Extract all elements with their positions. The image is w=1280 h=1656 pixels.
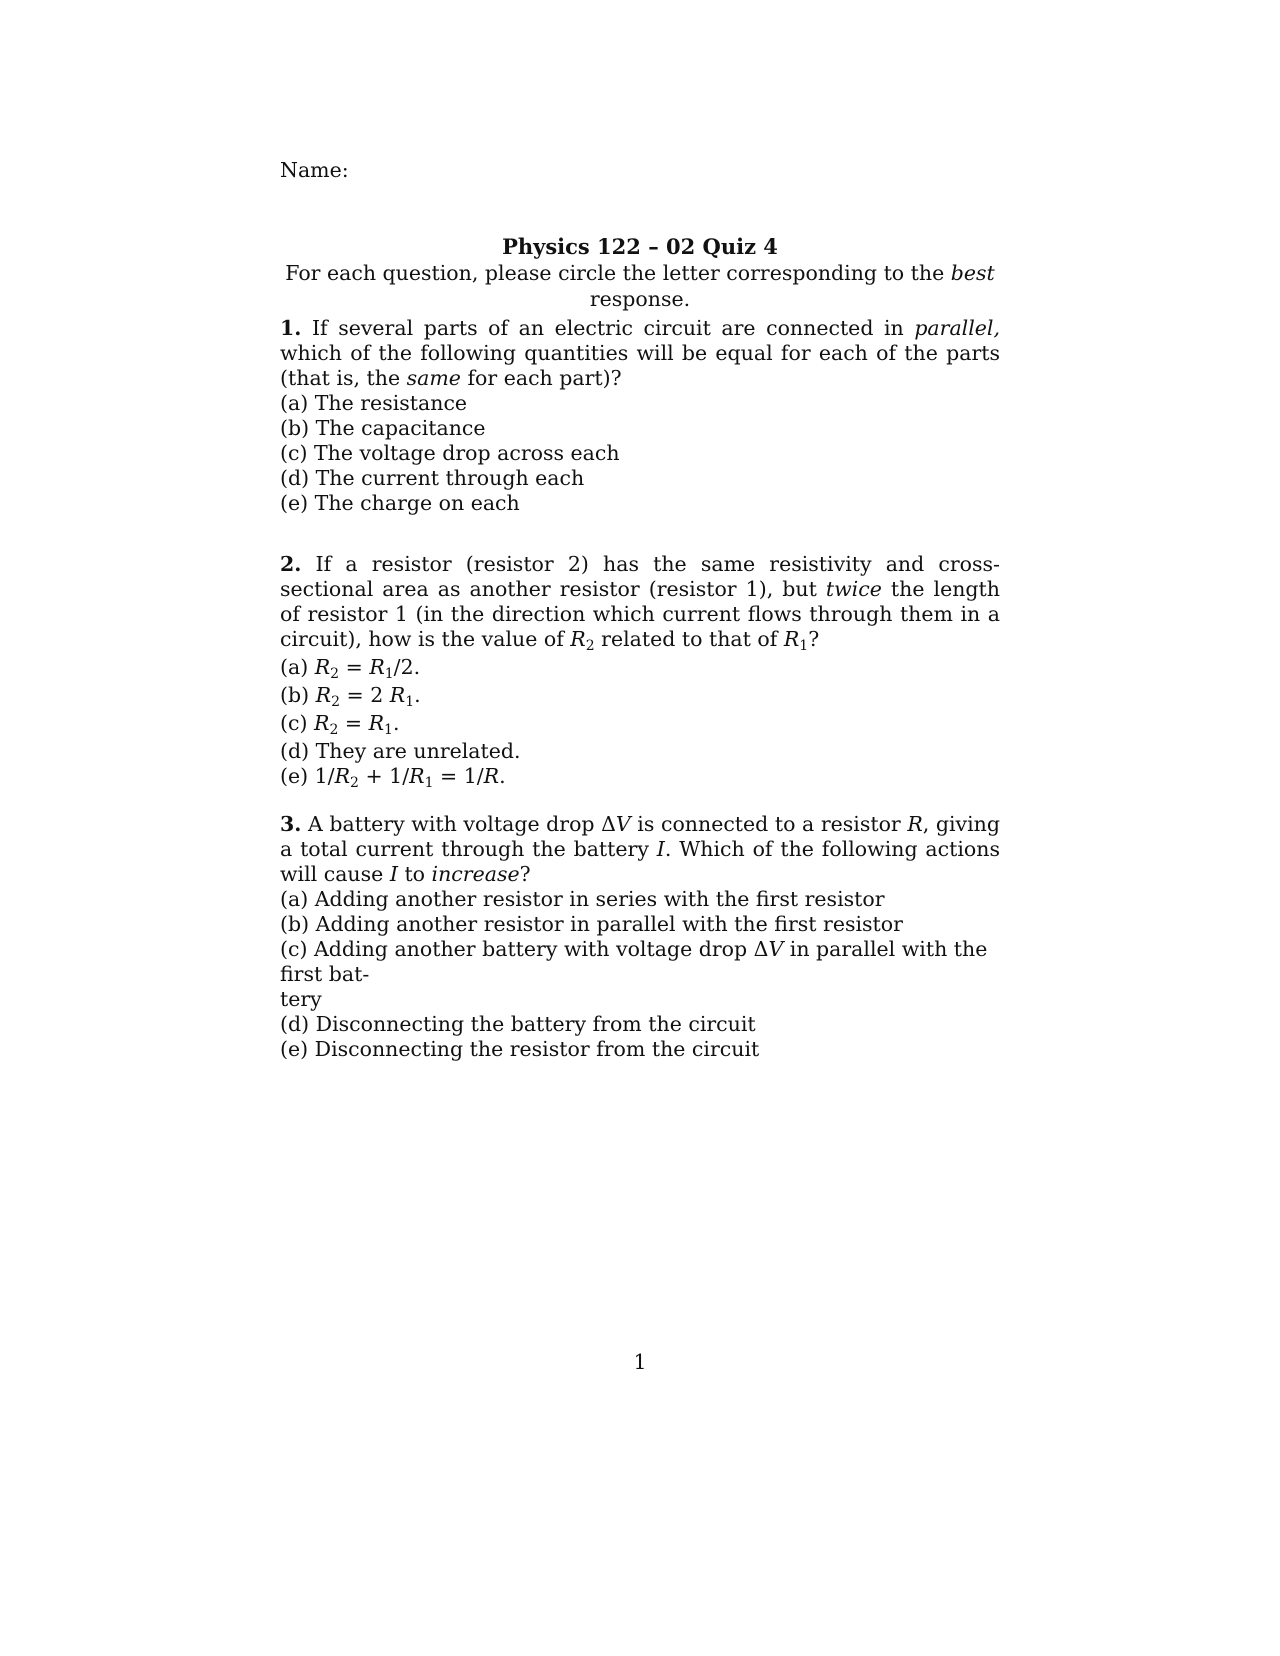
question-3-text-6: ? xyxy=(519,862,531,886)
math-r: R xyxy=(570,627,586,651)
question-1-option-e[interactable]: (e) The charge on each xyxy=(280,491,520,515)
name-label: Name: xyxy=(280,158,349,182)
question-1-text-1: If several parts of an electric circuit are connected in xyxy=(301,316,915,340)
question-1-emphasis-1: parallel, xyxy=(914,316,1000,340)
math-r: R xyxy=(907,812,923,836)
question-3-text-2: is connected to a resistor xyxy=(630,812,908,836)
math-v: V xyxy=(615,812,631,836)
math-operator: + 1/ xyxy=(358,764,410,788)
math-r: R xyxy=(483,764,500,788)
math-r: R xyxy=(314,711,330,735)
math-r: R xyxy=(409,764,425,788)
title-block xyxy=(280,234,1000,312)
question-1-option-a[interactable]: (a) The resistance xyxy=(280,391,468,415)
page-title: Physics 122 – 02 Quiz 4 xyxy=(502,234,778,259)
option-text: (c) Adding another battery with voltage drop Δ xyxy=(280,937,769,961)
option-label: (e) 1/ xyxy=(280,764,335,788)
math-v: V xyxy=(768,937,784,961)
question-1-text-3: for each part)? xyxy=(460,366,622,390)
question-1 xyxy=(280,316,1000,516)
math-operator: = xyxy=(338,711,369,735)
math-subscript: 1 xyxy=(424,775,434,791)
question-2-text-1: If a resistor (resistor 2) has the same resistivity and cross-sectional area as another resistor (resistor 1), but xyxy=(280,552,1000,601)
option-label: (a) xyxy=(280,655,315,679)
math-subscript: 2 xyxy=(330,666,340,682)
math-operator: = 1/ xyxy=(433,764,484,788)
math-subscript: 1 xyxy=(384,666,394,682)
instructions-text-1: For each question, please circle the letter corresponding to the xyxy=(285,261,951,285)
question-2-emphasis: twice xyxy=(825,577,882,601)
option-text: tery xyxy=(280,987,322,1011)
question-2 xyxy=(280,552,1000,792)
question-3-stem xyxy=(280,812,1000,887)
question-3-emphasis: increase xyxy=(431,862,520,886)
math-subscript: 1 xyxy=(384,722,393,738)
option-text: in parallel with the first bat- xyxy=(280,937,988,986)
math-operator: . xyxy=(414,683,421,707)
question-2-option-b[interactable] xyxy=(280,683,1000,711)
math-subscript: 2 xyxy=(585,638,595,654)
math-i: I xyxy=(656,837,665,861)
math-subscript: 1 xyxy=(405,694,415,710)
math-r: R xyxy=(389,683,406,707)
question-2-option-d[interactable]: (d) They are unrelated. xyxy=(280,739,521,763)
math-operator: = 2 xyxy=(340,683,390,707)
math-r: R xyxy=(314,655,331,679)
question-3-option-a[interactable]: (a) Adding another resistor in series with the first resistor xyxy=(280,887,885,911)
math-r: R xyxy=(315,683,332,707)
math-r: R xyxy=(783,627,800,651)
math-subscript: 1 xyxy=(799,638,809,654)
question-3-text-5: to xyxy=(397,862,432,886)
question-3-text-4: . Which of the following actions will cause xyxy=(280,837,1000,886)
question-2-text-2: the length of resistor 1 (in the direction which current flows through them in a circuit), how is the value of xyxy=(280,577,1000,651)
question-2-stem xyxy=(280,552,1000,655)
option-label: (b) xyxy=(280,683,316,707)
page-number: 1 xyxy=(633,1350,647,1374)
question-2-text-3: related to that of xyxy=(594,627,784,651)
question-2-option-c[interactable] xyxy=(280,711,1000,739)
question-2-option-e[interactable] xyxy=(280,764,1000,792)
math-r: R xyxy=(368,711,385,735)
option-label: (c) xyxy=(280,711,314,735)
math-operator: . xyxy=(392,711,400,735)
question-3-option-c[interactable] xyxy=(280,937,1000,1012)
instructions-text-2: response. xyxy=(589,287,691,311)
question-3-option-e[interactable]: (e) Disconnecting the resistor from the circuit xyxy=(280,1037,760,1061)
math-operator: = xyxy=(339,655,370,679)
math-r: R xyxy=(334,764,351,788)
question-1-text-2: which of the following quantities will be equal for each of the parts (that is, the xyxy=(280,341,1000,390)
math-subscript: 2 xyxy=(329,722,339,738)
instructions-emphasis: best xyxy=(950,261,995,285)
question-2-number: 2. xyxy=(280,552,302,576)
instructions xyxy=(280,260,1000,312)
question-1-option-b[interactable]: (b) The capacitance xyxy=(280,416,486,440)
math-operator: /2. xyxy=(393,655,421,679)
math-r: R xyxy=(369,655,385,679)
question-1-number: 1. xyxy=(280,316,302,340)
question-1-option-c[interactable]: (c) The voltage drop across each xyxy=(280,441,620,465)
question-3-text-1: A battery with voltage drop Δ xyxy=(301,812,616,836)
math-operator: . xyxy=(499,764,506,788)
question-1-stem xyxy=(280,316,1000,391)
question-1-option-d[interactable]: (d) The current through each xyxy=(280,466,585,490)
question-3-option-d[interactable]: (d) Disconnecting the battery from the circuit xyxy=(280,1012,756,1036)
question-3-number: 3. xyxy=(280,812,302,836)
question-2-option-a[interactable] xyxy=(280,655,1000,683)
math-i: I xyxy=(389,862,398,886)
question-2-text-4: ? xyxy=(808,627,820,651)
question-3-option-b[interactable]: (b) Adding another resistor in parallel with the first resistor xyxy=(280,912,903,936)
question-3-text-3: , giving a total current through the battery xyxy=(280,812,1000,861)
math-subscript: 2 xyxy=(331,694,340,710)
question-3 xyxy=(280,812,1000,1062)
math-subscript: 2 xyxy=(350,775,359,791)
question-1-emphasis-2: same xyxy=(406,366,461,390)
